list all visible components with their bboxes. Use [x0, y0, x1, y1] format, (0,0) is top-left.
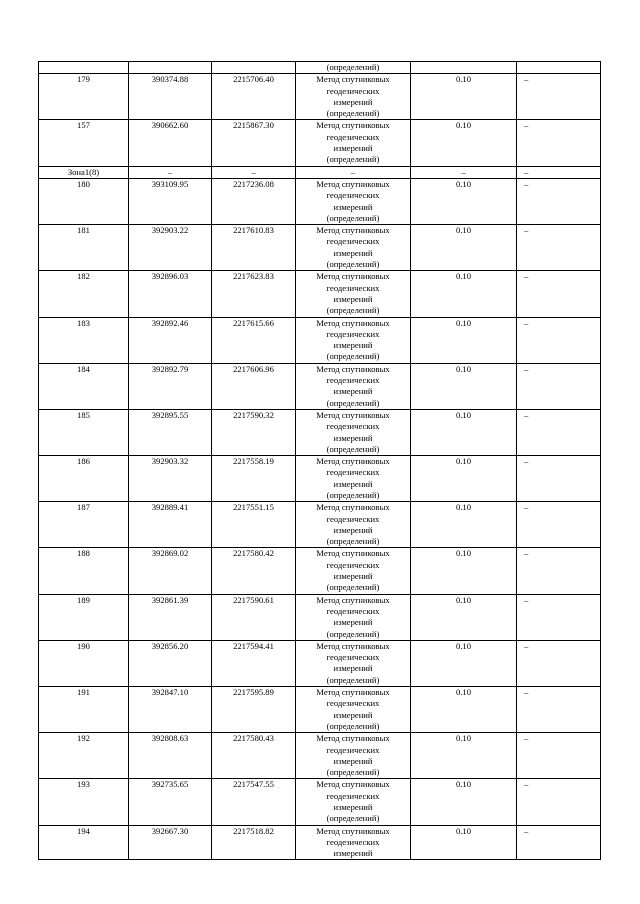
method-line: геодезических — [326, 421, 380, 432]
method-line: Метод спутниковых — [316, 733, 390, 744]
method-cell — [296, 733, 411, 779]
y-coordinate-cell: 2217518.82 — [212, 825, 296, 860]
accuracy-cell: 0.10 — [411, 74, 517, 120]
method-line: Метод спутниковых — [316, 178, 390, 189]
method-line: (определений) — [326, 397, 380, 408]
y-coordinate-cell: 2217580.42 — [212, 548, 296, 594]
accuracy-cell: 0.10 — [411, 409, 517, 455]
accuracy-cell: 0.10 — [411, 317, 517, 363]
x-coordinate-cell: 392735.65 — [129, 779, 212, 825]
method-line: геодезических — [326, 282, 380, 293]
method-cell — [296, 548, 411, 594]
x-coordinate-cell: 392896.03 — [129, 271, 212, 317]
note-cell: – — [517, 594, 601, 640]
point-number-cell: 192 — [39, 733, 129, 779]
coordinates-table — [38, 61, 601, 860]
x-coordinate-cell: 392861.39 — [129, 594, 212, 640]
point-number-cell: 194 — [39, 825, 129, 860]
note-cell: – — [517, 317, 601, 363]
point-number-cell: 183 — [39, 317, 129, 363]
method-line: измерений — [333, 340, 373, 351]
method-cell — [296, 317, 411, 363]
y-coordinate-cell: 2217606.96 — [212, 363, 296, 409]
point-number-cell: 181 — [39, 225, 129, 271]
method-line: (определений) — [326, 674, 380, 685]
method-cell — [296, 120, 411, 166]
table-row — [39, 409, 601, 455]
note-cell: – — [517, 456, 601, 502]
method-line: измерений — [333, 201, 373, 212]
note-cell: – — [517, 779, 601, 825]
method-line: (определений) — [326, 108, 380, 119]
note-cell: – — [517, 271, 601, 317]
y-coordinate-cell: 2217551.15 — [212, 502, 296, 548]
y-coordinate-cell: 2217236.08 — [212, 178, 296, 224]
method-cell — [296, 687, 411, 733]
accuracy-cell: 0.10 — [411, 120, 517, 166]
method-cell — [296, 594, 411, 640]
accuracy-cell: 0.10 — [411, 733, 517, 779]
x-coordinate-cell: 392856.20 — [129, 640, 212, 686]
table-row — [39, 317, 601, 363]
method-line: Метод спутниковых — [316, 640, 390, 651]
method-line: Метод спутниковых — [316, 779, 390, 790]
method-line: геодезических — [326, 85, 380, 96]
x-coordinate-cell: 392903.32 — [129, 456, 212, 502]
accuracy-cell: 0.10 — [411, 640, 517, 686]
method-line: Метод спутниковых — [316, 825, 390, 836]
y-coordinate-cell: 2217590.61 — [212, 594, 296, 640]
table-cell — [39, 62, 129, 74]
point-number-cell: 191 — [39, 687, 129, 733]
point-number-cell: 184 — [39, 363, 129, 409]
table-cell — [212, 62, 296, 74]
point-number-cell: 190 — [39, 640, 129, 686]
continued-row — [39, 62, 601, 74]
note-cell: – — [517, 687, 601, 733]
method-line: (определений) — [326, 351, 380, 362]
table-row — [39, 733, 601, 779]
note-cell: – — [517, 74, 601, 120]
y-coordinate-cell: 2217623.83 — [212, 271, 296, 317]
zone-dash-cell: – — [517, 166, 601, 178]
note-cell: – — [517, 502, 601, 548]
method-line: (определений) — [326, 489, 380, 500]
table-cell — [411, 62, 517, 74]
point-number-cell: 188 — [39, 548, 129, 594]
method-line: измерений — [333, 386, 373, 397]
method-line: измерений — [333, 617, 373, 628]
method-line: (определений) — [326, 720, 380, 731]
method-line: Метод спутниковых — [316, 594, 390, 605]
note-cell: – — [517, 733, 601, 779]
point-number-cell: 179 — [39, 74, 129, 120]
y-coordinate-cell: 2217615.66 — [212, 317, 296, 363]
note-cell: – — [517, 225, 601, 271]
x-coordinate-cell: 392903.22 — [129, 225, 212, 271]
method-line: измерений — [333, 293, 373, 304]
method-line: измерений — [333, 96, 373, 107]
method-line: (определений) — [326, 212, 380, 223]
method-line: измерений — [333, 478, 373, 489]
x-coordinate-cell: 392889.41 — [129, 502, 212, 548]
method-cell — [296, 271, 411, 317]
table-row — [39, 548, 601, 594]
method-line: геодезических — [326, 375, 380, 386]
point-number-cell: 187 — [39, 502, 129, 548]
table-cell — [517, 62, 601, 74]
table-cell — [129, 62, 212, 74]
x-coordinate-cell: 392869.02 — [129, 548, 212, 594]
method-line: Метод спутниковых — [316, 456, 390, 467]
point-number-cell: 185 — [39, 409, 129, 455]
y-coordinate-cell: 2217595.89 — [212, 687, 296, 733]
accuracy-cell: 0.10 — [411, 825, 517, 860]
x-coordinate-cell: 390662.60 — [129, 120, 212, 166]
method-cell: (определений) — [296, 62, 411, 74]
note-cell: – — [517, 363, 601, 409]
method-line: измерений — [333, 524, 373, 535]
table-row — [39, 120, 601, 166]
method-line: геодезических — [326, 236, 380, 247]
method-line: геодезических — [326, 328, 380, 339]
method-line: геодезических — [326, 513, 380, 524]
accuracy-cell: 0.10 — [411, 363, 517, 409]
method-cell — [296, 178, 411, 224]
method-line: Метод спутниковых — [316, 687, 390, 698]
method-line: геодезических — [326, 190, 380, 201]
method-line: геодезических — [326, 467, 380, 478]
method-cell — [296, 456, 411, 502]
method-line: (определений) — [326, 767, 380, 778]
method-line: Метод спутниковых — [316, 502, 390, 513]
point-number-cell: 180 — [39, 178, 129, 224]
x-coordinate-cell: 390374.88 — [129, 74, 212, 120]
note-cell: – — [517, 178, 601, 224]
x-coordinate-cell: 392892.79 — [129, 363, 212, 409]
method-line: Метод спутниковых — [316, 271, 390, 282]
method-line: измерений — [333, 571, 373, 582]
method-cell — [296, 74, 411, 120]
x-coordinate-cell: 392892.46 — [129, 317, 212, 363]
method-line: (определений) — [326, 443, 380, 454]
point-number-cell: 182 — [39, 271, 129, 317]
method-line: геодезических — [326, 698, 380, 709]
accuracy-cell: 0.10 — [411, 456, 517, 502]
method-cell — [296, 640, 411, 686]
note-cell: – — [517, 640, 601, 686]
accuracy-cell: 0.10 — [411, 225, 517, 271]
table-row — [39, 502, 601, 548]
y-coordinate-cell: 2215867.30 — [212, 120, 296, 166]
note-cell: – — [517, 409, 601, 455]
x-coordinate-cell: 392847.10 — [129, 687, 212, 733]
method-line: геодезических — [326, 790, 380, 801]
accuracy-cell: 0.10 — [411, 548, 517, 594]
method-line: Метод спутниковых — [316, 363, 390, 374]
method-cell — [296, 825, 411, 860]
method-line: Метод спутниковых — [316, 225, 390, 236]
method-line: Метод спутниковых — [316, 120, 390, 131]
table-row — [39, 456, 601, 502]
table-row — [39, 779, 601, 825]
accuracy-cell: 0.10 — [411, 502, 517, 548]
point-number-cell: 193 — [39, 779, 129, 825]
method-line: (определений) — [326, 259, 380, 270]
method-line: Метод спутниковых — [316, 409, 390, 420]
method-line: измерений — [333, 663, 373, 674]
table-row — [39, 74, 601, 120]
method-cell — [296, 225, 411, 271]
zone-label-cell: Зона1(8) — [39, 166, 129, 178]
coordinates-table-body — [39, 62, 601, 860]
table-row — [39, 271, 601, 317]
point-number-cell: 189 — [39, 594, 129, 640]
method-line: геодезических — [326, 559, 380, 570]
method-line: геодезических — [326, 605, 380, 616]
zone-dash-cell: – — [411, 166, 517, 178]
y-coordinate-cell: 2217594.41 — [212, 640, 296, 686]
note-cell: – — [517, 120, 601, 166]
document-page — [38, 61, 600, 860]
method-line: (определений) — [326, 154, 380, 165]
table-row — [39, 640, 601, 686]
x-coordinate-cell: 392667.30 — [129, 825, 212, 860]
zone-dash-cell: – — [129, 166, 212, 178]
method-line: измерений — [333, 247, 373, 258]
zone-dash-cell: – — [212, 166, 296, 178]
accuracy-cell: 0.10 — [411, 779, 517, 825]
method-line: геодезических — [326, 836, 380, 847]
accuracy-cell: 0.10 — [411, 178, 517, 224]
method-line: геодезических — [326, 744, 380, 755]
point-number-cell: 157 — [39, 120, 129, 166]
method-line: геодезических — [326, 131, 380, 142]
note-cell: – — [517, 825, 601, 860]
method-cell — [296, 502, 411, 548]
method-line: измерений — [333, 432, 373, 443]
y-coordinate-cell: 2217580.43 — [212, 733, 296, 779]
method-cell — [296, 409, 411, 455]
method-line: Метод спутниковых — [316, 74, 390, 85]
table-row — [39, 594, 601, 640]
y-coordinate-cell: 2217590.32 — [212, 409, 296, 455]
table-row — [39, 825, 601, 860]
method-line: (определений) — [326, 305, 380, 316]
accuracy-cell: 0.10 — [411, 271, 517, 317]
note-cell: – — [517, 548, 601, 594]
table-row — [39, 687, 601, 733]
accuracy-cell: 0.10 — [411, 687, 517, 733]
y-coordinate-cell: 2217558.19 — [212, 456, 296, 502]
zone-dash-cell: – — [296, 166, 411, 178]
point-number-cell: 186 — [39, 456, 129, 502]
method-line: измерений — [333, 848, 373, 859]
y-coordinate-cell: 2217610.83 — [212, 225, 296, 271]
x-coordinate-cell: 392808.63 — [129, 733, 212, 779]
method-line: геодезических — [326, 652, 380, 663]
method-cell — [296, 779, 411, 825]
table-row — [39, 225, 601, 271]
y-coordinate-cell: 2215706.40 — [212, 74, 296, 120]
zone-row — [39, 166, 601, 178]
x-coordinate-cell: 393109.95 — [129, 178, 212, 224]
method-line: измерений — [333, 709, 373, 720]
table-row — [39, 363, 601, 409]
y-coordinate-cell: 2217547.55 — [212, 779, 296, 825]
method-line: (определений) — [326, 536, 380, 547]
accuracy-cell: 0.10 — [411, 594, 517, 640]
x-coordinate-cell: 392895.55 — [129, 409, 212, 455]
method-line: измерений — [333, 755, 373, 766]
method-line: (определений) — [326, 813, 380, 824]
table-row — [39, 178, 601, 224]
method-line: измерений — [333, 802, 373, 812]
method-line: Метод спутниковых — [316, 317, 390, 328]
method-line: Метод спутниковых — [316, 548, 390, 559]
method-cell — [296, 363, 411, 409]
method-line: (определений) — [326, 582, 380, 593]
method-line: (определений) — [326, 628, 380, 639]
method-line: измерений — [333, 143, 373, 154]
